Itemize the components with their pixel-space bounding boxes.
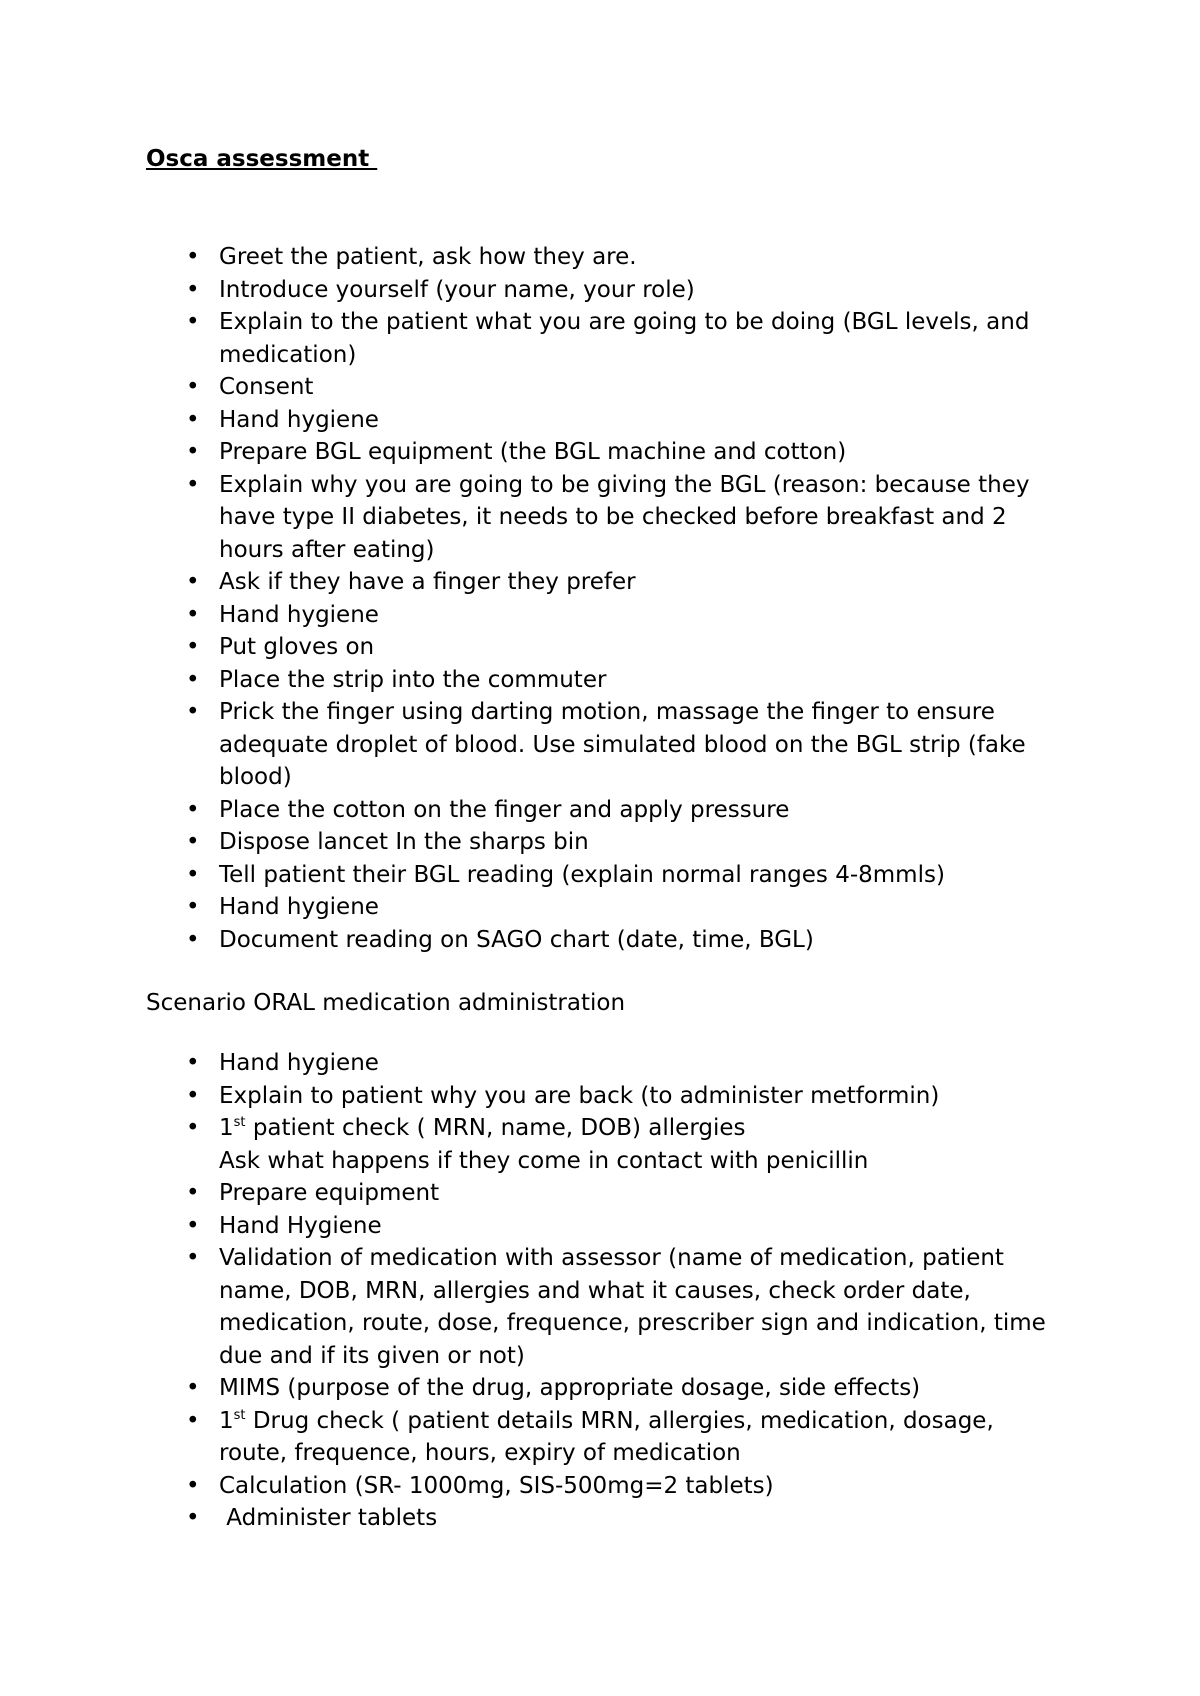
oral-steps-list <box>146 1047 1066 1535</box>
bullet: • <box>186 796 200 823</box>
list-item: • Document reading on SAGO chart (date, time, BGL) <box>146 924 1066 957</box>
bullet: • <box>186 406 200 433</box>
list-item: • Consent <box>146 371 1066 404</box>
list-item: • 1st patient check ( MRN, name, DOB) allergies Ask what happens if they come in contact with penicillin <box>146 1112 1066 1177</box>
list-item: • MIMS (purpose of the drug, appropriate dosage, side effects) <box>146 1372 1066 1405</box>
bullet: • <box>186 276 200 303</box>
list-item: • Prepare BGL equipment (the BGL machine and cotton) <box>146 436 1066 469</box>
list-item: • Place the cotton on the finger and apply pressure <box>146 794 1066 827</box>
bullet: • <box>186 926 200 953</box>
list-item: • Hand Hygiene <box>146 1210 1066 1243</box>
bullet: • <box>186 244 200 270</box>
list-item: • Hand hygiene <box>146 1047 1066 1080</box>
list-item-continuation: Ask what happens if they come in contact with penicillin <box>219 1147 869 1174</box>
bullet: • <box>186 634 200 660</box>
bullet: • <box>186 666 200 693</box>
bullet: • <box>186 1115 200 1141</box>
list-item: • Calculation (SR- 1000mg, SIS-500mg=2 tablets) <box>146 1470 1066 1503</box>
list-item: • Prepare equipment <box>146 1177 1066 1210</box>
list-item: • Explain to patient why you are back (to administer metformin) <box>146 1080 1066 1113</box>
bullet: • <box>186 471 200 498</box>
list-item: • Dispose lancet In the sharps bin <box>146 826 1066 859</box>
list-item: • Greet the patient, ask how they are. <box>146 241 1066 274</box>
list-item: • Explain to the patient what you are going to be doing (BGL levels, and medication) <box>146 306 1066 371</box>
document-title: Osca assessment <box>146 146 378 172</box>
bullet: • <box>186 1505 200 1531</box>
bullet: • <box>186 1245 200 1271</box>
bullet: • <box>186 861 200 888</box>
list-item: • Explain why you are going to be giving the BGL (reason: because they have type II diabetes, it needs to be checked before breakfast and 2 hours after eating) <box>146 469 1066 567</box>
list-item: • Validation of medication with assessor (name of medication, patient name, DOB, MRN, allergies and what it causes, check order date, medication, route, dose, frequence, prescriber sign and indication, time due and if its given or not) <box>146 1242 1066 1372</box>
list-item: • Administer tablets <box>146 1502 1066 1535</box>
list-item: • 1st Drug check ( patient details MRN, allergies, medication, dosage, route, frequence, hours, expiry of medication <box>146 1405 1066 1470</box>
list-item: • Tell patient their BGL reading (explain normal ranges 4-8mmls) <box>146 859 1066 892</box>
list-item: • Hand hygiene <box>146 891 1066 924</box>
bullet: • <box>186 1082 200 1109</box>
list-item: • Ask if they have a finger they prefer <box>146 566 1066 599</box>
bullet: • <box>186 309 200 335</box>
bullet: • <box>186 1472 200 1499</box>
list-item: • Prick the finger using darting motion, massage the finger to ensure adequate droplet of blood. Use simulated blood on the BGL strip (fake blood) <box>146 696 1066 794</box>
bullet: • <box>186 699 200 725</box>
bullet: • <box>186 601 200 628</box>
list-item: • Introduce yourself (your name, your role) <box>146 274 1066 307</box>
bullet: • <box>186 894 200 920</box>
bullet: • <box>186 1180 200 1206</box>
list-item: • Place the strip into the commuter <box>146 664 1066 697</box>
bullet: • <box>186 374 200 400</box>
bgl-steps-list <box>146 241 1066 956</box>
list-item: • Hand hygiene <box>146 599 1066 632</box>
bullet: • <box>186 439 200 465</box>
bullet: • <box>186 569 200 595</box>
list-item: • Hand hygiene <box>146 404 1066 437</box>
bullet: • <box>186 1407 200 1434</box>
bullet: • <box>186 829 200 855</box>
bullet: • <box>186 1050 200 1076</box>
list-item: • Put gloves on <box>146 631 1066 664</box>
bullet: • <box>186 1212 200 1239</box>
scenario-heading: Scenario ORAL medication administration <box>146 990 626 1016</box>
bullet: • <box>186 1375 200 1401</box>
